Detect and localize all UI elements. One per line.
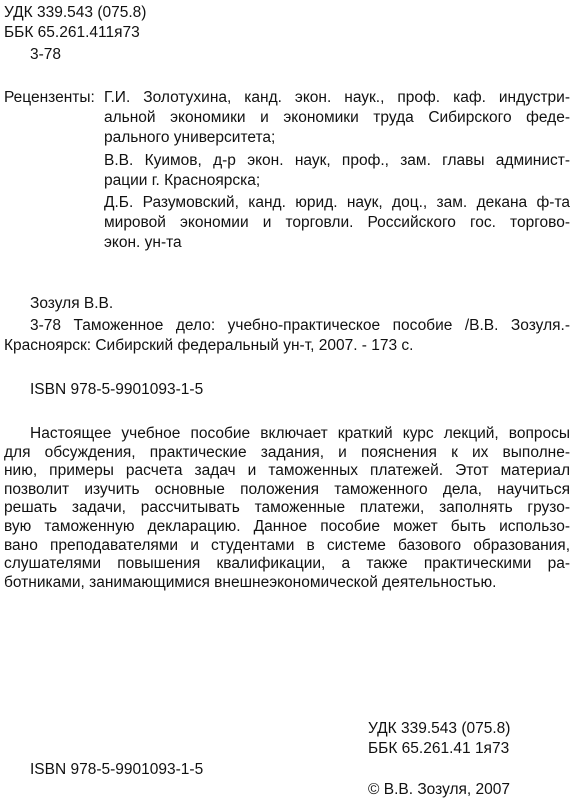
- abstract-line: позволит изучить основные положения таможенного дела, научиться: [4, 480, 570, 498]
- abstract-paragraph: [4, 425, 570, 592]
- reviewer-line: В.В. Куимов, д-р экон. наук, проф., зам. главы админист-: [104, 152, 570, 169]
- udk-code-top: УДК 339.543 (075.8): [4, 4, 147, 21]
- reviewer-line: Д.Б. Разумовский, канд. юрид. наук, доц., зам. декана ф-та: [104, 194, 570, 211]
- reviewer-entry: [104, 193, 570, 253]
- abstract-line: нию, примеры расчета задач и таможенных платежей. Этот материал: [4, 462, 570, 480]
- abstract-line: для обсуждения, практические задания, и пояснения к их выполне-: [4, 443, 570, 461]
- reviewer-line: рального университета;: [104, 129, 276, 146]
- reviewer-line: альной экономики и экономики труда Сибирского феде-: [104, 109, 570, 126]
- udk-code-bottom: УДК 339.543 (075.8): [368, 720, 511, 737]
- bbk-code-top: ББК 65.261.411я73: [4, 24, 140, 41]
- isbn-bottom: ISBN 978-5-9901093-1-5: [30, 761, 204, 778]
- author-name: Зозуля В.В.: [30, 295, 114, 312]
- reviewer-line: Г.И. Золотухина, канд. экон. наук., проф. каф. индустри-: [104, 89, 570, 106]
- bibliographic-line: 3-78 Таможенное дело: учебно-практическое пособие /В.В. Зозуля.-: [30, 317, 570, 334]
- reviewer-line: рации г. Красноярска;: [104, 172, 261, 189]
- abstract-line: вано преподавателями и студентами в системе базового образования,: [4, 536, 570, 554]
- reviewer-entry: [104, 151, 570, 191]
- abstract-line: решать задачи, рассчитывать таможенные платежи, заполнять грузо-: [4, 499, 570, 517]
- reviewers-label: Рецензенты:: [4, 89, 95, 106]
- abstract-line: ботниками, занимающимися внешнеэкономической деятельностью.: [4, 573, 497, 591]
- isbn-top: ISBN 978-5-9901093-1-5: [30, 381, 204, 398]
- bibliographic-line: Красноярск: Сибирский федеральный ун-т, 2007. - 173 с.: [4, 337, 414, 354]
- reviewer-line: мировой экономии и торговли. Российского гос. торгово-: [104, 214, 570, 231]
- abstract-line: вую таможенную декларацию. Данное пособие может быть использо-: [4, 517, 570, 535]
- bbk-code-bottom: ББК 65.261.41 1я73: [368, 740, 510, 757]
- reviewer-entry: [104, 88, 570, 148]
- bibliographic-record: [4, 316, 570, 356]
- abstract-line: слушателями повышения квалификации, а также практическими ра-: [4, 555, 570, 573]
- copyright-notice: © В.В. Зозуля, 2007: [368, 781, 511, 798]
- reviewer-line: экон. ун-та: [104, 234, 182, 251]
- abstract-line: Настоящее учебное пособие включает краткий курс лекций, вопросы: [30, 425, 570, 442]
- author-mark: 3-78: [30, 46, 62, 63]
